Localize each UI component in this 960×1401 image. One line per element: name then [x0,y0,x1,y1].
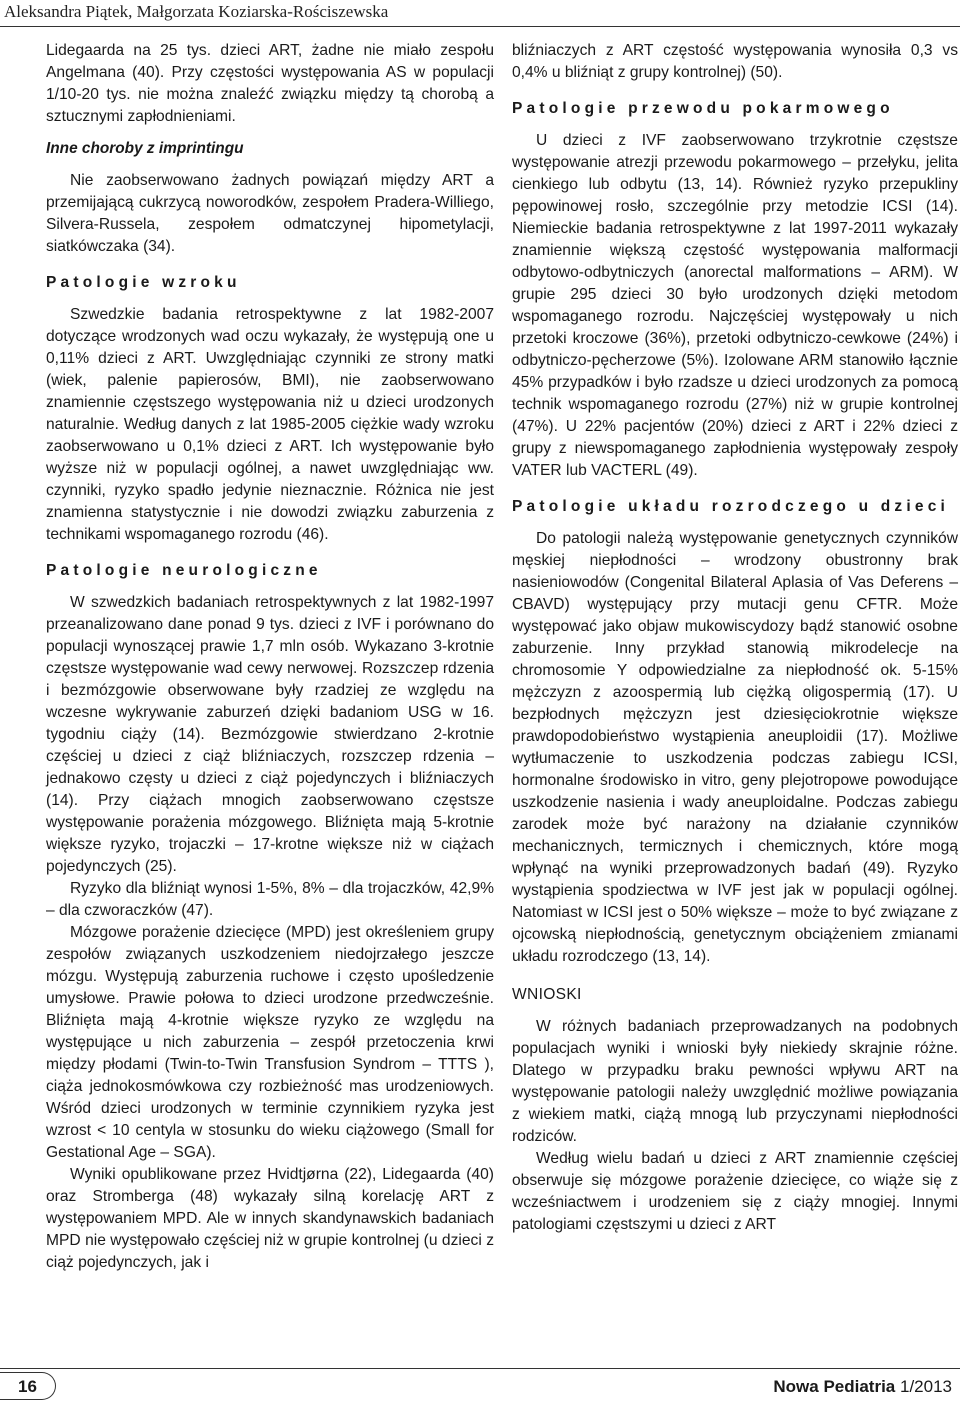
subsection-heading: Inne choroby z imprintingu [46,140,244,157]
section-heading: Patologie neurologiczne [46,562,322,579]
right-column [512,40,958,1236]
section-heading-conclusions: WNIOSKI [512,986,582,1003]
paragraph: Według wielu badań u dzieci z ART znamiennie częściej obserwuje się mózgowe porażenie dziecięce, co wiąże się z wcześniactwem i urodzeniem się z ciąży mnogiej. Innymi patologiami częstszymi u dzieci z ART [512,1150,958,1233]
paragraph: Szwedzkie badania retrospektywne z lat 1982-2007 dotyczące wrodzonych wad oczu wykazały, że występują one u 0,11% dzieci z ART. Uwzględniając czynniki ze strony matki (wiek, palenie papierosów, BMI), nie zaobserwowano znamiennie częstszego występowania niż u dzieci urodzonych naturalnie. Według danych z lat 1985-2005 ciężkie wady wzroku zaobserwowano u 0,1% dzieci z ART. Ich występowanie było wyższe niż w populacji ogólnej, a nawet uwzględniając ww. czynniki, ryzyko spadło jedynie nieznacznie. Różnica nie jest znamienna statystycznie i nie dowodzi związku zaburzenia z technikami wspomaganego rozrodu (46). [46,306,494,543]
journal-title: Nowa Pediatria [773,1377,896,1396]
journal-name [773,1374,952,1400]
paragraph: Do patologii należą występowanie genetycznych czynników męskiej niepłodności – wrodzony obustronny brak nasieniowodów (Congenital Bilateral Aplasia of Vas Deferens – CBAVD) występujący przy mutacji genu CFTR. Może występować jako objaw mukowiscydozy bądź stanowić osobne zaburzenie. Inny przykład stanowią mikrodelecje na chromosomie Y odpowiedzialne za niepłodność ok. 5-15% mężczyzn z azoospermią lub ciężką oligospermią (17). U bezpłodnych mężczyzn jest dziesięciokrotnie większe prawdopodobieństwo wystąpienia aneuploidii (17). Możliwe wytłumaczenie to uszkodzenia podczas zabiegu ICSI, hormonalne środowisko in vitro, geny plejotropowe powodujące uszkodzenie nasienia i wady aneuploidalne. Podczas zabiegu zarodek może być narażony na działanie czynników mechanicznych, termicznych i chemicznych, które mogą wpłynąć na wyniki przeprowadzonych badań (49). Ryzyko wystąpienia spodziectwa w IVF jest jak w populacji ogólnej. Natomiast w ICSI jest o 50% większe – może to być związane z ojcowską niepłodnością, genetycznym obciążeniem zmianami układu rozrodczego (13, 14). [512,530,958,965]
section-heading: Patologie układu rozrodczego u dzieci [512,498,950,515]
section-heading: Patologie przewodu pokarmowego [512,100,894,117]
header-rule [0,26,960,27]
footer-rule [0,1368,960,1369]
paragraph: Lidegaarda na 25 tys. dzieci ART, żadne nie miało zespołu Angelmana (40). Przy częstości występowania AS w populacji 1/10-20 tys. nie można znaleźć związku między tą chorobą a sztucznymi zapłodnieniami. [46,42,494,125]
section-heading: Patologie wzroku [46,274,241,291]
paragraph: bliźniaczych z ART częstość występowania wynosiła 0,3 vs 0,4% u bliźniąt z grupy kontrolnej) (50). [512,42,958,81]
journal-issue: 1/2013 [900,1377,952,1396]
paragraph: U dzieci z IVF zaobserwowano trzykrotnie częstsze występowanie atrezji przewodu pokarmowego – przełyku, jelita cienkiego lub odbytu (13, 14). Również ryzyko przepukliny pępowinowej rosło, szczególnie przy metodzie ICSI (14). Niemieckie badania retrospektywne z lat 1997-2011 wykazały znamiennie większą częstość występowania malformacji odbytowo-odbytniczych (anorectal malformations – ARM). W grupie 295 dzieci 30 było urodzonych dzięki metodom wspomaganego rozrodu. Najczęściej występowały u nich przetoki kroczowe (36%), przetoki odbytniczo-cewkowe (24%) i odbytniczo-pęcherzowe (5%). Izolowane ARM stanowiło łącznie 45% przypadków i było rzadsze u dzieci urodzonych za pomocą technik wspomaganego rozrodu (27%) niż w grupie kontrolnej (47%). U 22% pacjentów (20%) dzieci z ART i 22% dzieci z grupy z niewspomaganego zapłodnienia występowały zespoły VATER lub VACTERL (49). [512,132,958,479]
paragraph: Nie zaobserwowano żadnych powiązań między ART a przemijającą cukrzycą noworodków, zespołem Pradera-Williego, Silvera-Russela, zespołem odmatczynej hipometylacji, siatkówczaka (34). [46,172,494,255]
paragraph: Ryzyko dla bliźniąt wynosi 1-5%, 8% – dla trojaczków, 42,9% – dla czworaczków (47). [46,880,494,919]
left-column [46,40,494,1274]
paragraph: W różnych badaniach przeprowadzanych na podobnych populacjach wyniki i wnioski były niekiedy skrajnie różne. Dlatego w przypadku braku pewności wpływu ART na występowanie patologii należy uwzględnić możliwe powiązania z wiekiem matki, ciążą mnogą lub przyczynami niepłodności rodziców. [512,1018,958,1145]
paragraph: W szwedzkich badaniach retrospektywnych z lat 1982-1997 przeanalizowano dane ponad 9 tys. dzieci z IVF i porównano do populacji wynoszącej prawie 1,7 mln osób. Wykazano 3-krotnie częstsze występowanie wad cewy nerwowej. Rozszczep rdzenia i bezmózgowie obserwowane były rzadziej ze względu na wczesne wykrywanie zaburzeń dzięki badaniom USG w 16. tygodniu ciąży (14). Bezmózgowie stwierdzano 2-krotnie częściej u dzieci z ciąż bliźniaczych, rozszczep rdzenia – jednakowo częsty u dzieci z ciąż pojedynczych i bliźniaczych (14). Przy ciążach mnogich zaobserwowano częstsze występowanie porażenia mózgowego. Bliźnięta mają 5-krotnie większe ryzyko, trojaczki – 17-krotne większe niż w ciążach pojedynczych (25). [46,594,494,875]
paragraph: Wyniki opublikowane przez Hvidtjørna (22), Lidegaarda (40) oraz Stromberga (48) wykazały silną korelację ART z występowaniem MPD. Ale w innych skandynawskich badaniach MPD nie występowało częściej niż w grupie kontrolnej (u dzieci z ciąż pojedynczych, jak i [46,1166,494,1271]
paragraph: Mózgowe porażenie dziecięce (MPD) jest określeniem grupy zespołów związanych uszkodzeniem niedojrzałego jeszcze mózgu. Występują zaburzenia ruchowe i często upośledzenie umysłowe. Prawie połowa to dzieci urodzone przedwcześnie. Bliźnięta mają 4-krotnie większe ryzyko ze względu na występujące u nich zaburzenia – zespół przetoczenia krwi między płodami (Twin-to-Twin Transfusion Syndrom – TTTS ), ciąża jednokosmówkowa czy rozbieżność mas urodzeniowych. Wśród dzieci urodzonych w terminie czynnikiem ryzyka jest wzrost < 10 centyla w stosunku do wieku ciążowego (Small for Gestational Age – SGA). [46,924,494,1161]
running-head-authors: Aleksandra Piątek, Małgorzata Koziarska-Rościszewska [4,2,389,21]
page-number: 16 [0,1372,56,1400]
